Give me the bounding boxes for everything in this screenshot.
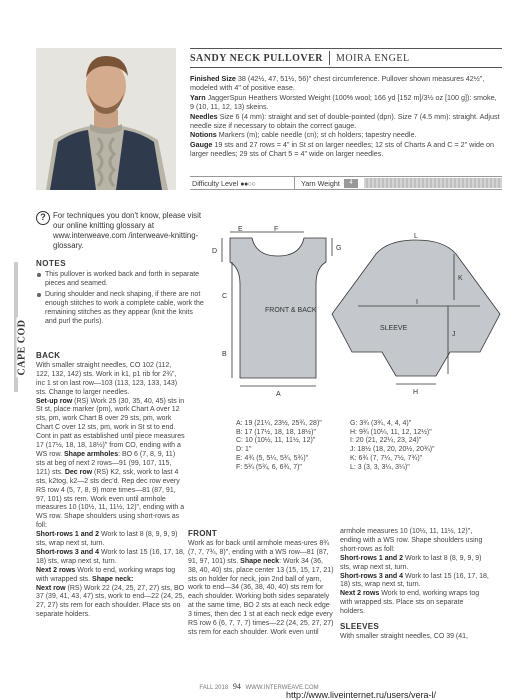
watermark-url[interactable]: http://www.liveinternet.ru/users/vera-l/ (286, 690, 437, 700)
model-photo (36, 48, 176, 190)
front-instructions (188, 528, 334, 638)
sleeve-piece-label: SLEEVE (380, 325, 408, 332)
measurement: B: 17 (17½, 18, 18, 18½)" (236, 428, 316, 436)
front-paragraph-continued: armhole measures 10 (10½, 11, 11½, 12)", ending with a WS row. Shape shoulders using short-rows as foll: Short-rows 1 and 2 Work to last 8 (8, 9, 9, 9) sts, wrap next st, turn. Short-rows 3 and 4 Work to last 15 (16, 17, 18, 18) sts, wrap next st, turn. Next 2 rows Work to end, working wraps tog with wrapped sts. Place sts on separate holders. (340, 528, 489, 616)
back-instructions (36, 350, 186, 620)
issue-label: FALL 2018 (199, 685, 229, 691)
measurement: H: 9¾ (10¼, 11, 12, 12½)" (350, 428, 432, 436)
label-h: H (413, 389, 419, 396)
label-j: J (452, 331, 456, 338)
label-d: D (212, 248, 218, 255)
spec-finished-size: Finished Size 38 (42½, 47, 51½, 56)" chest circumference. Pullover shown measures 42½", modeled with 4" of positive ease. (190, 74, 485, 93)
schematic-lines (222, 232, 500, 386)
measurement: D: 1" (236, 446, 252, 454)
specs-block (190, 74, 502, 159)
body-piece-label: FRONT & BACK (265, 307, 317, 314)
yarn-weight (294, 176, 358, 190)
label-i: I (416, 299, 418, 306)
difficulty-level (190, 179, 294, 188)
measurement: A: 19 (21¼, 23½, 25¾, 28)" (236, 420, 322, 427)
measurement: J: 18½ (18, 20, 20½, 20¾)" (350, 446, 435, 454)
notes-heading: NOTES (36, 259, 67, 268)
sleeves-paragraph: With smaller straight needles, CO 39 (41, (340, 632, 468, 640)
yarn-weight-icon: 4 (344, 179, 358, 188)
techniques-note (36, 211, 206, 251)
measurement: L: 3 (3, 3, 3¼, 3¼)" (350, 463, 410, 471)
spec-gauge: Gauge 19 sts and 27 rows = 4" in St st on larger needles; 12 sts of Charts A and C = 2" wide on larger needles; 29 sts of Chart 5 = 4" wide on larger needles. (190, 139, 494, 159)
pattern-title: SANDY NECK PULLOVER (190, 52, 324, 64)
difficulty-dots: ●●○○ (240, 180, 256, 188)
sleeve-shape (332, 240, 500, 376)
schematic-diagram (208, 226, 504, 411)
pattern-header (190, 48, 502, 159)
label-b: B (222, 351, 227, 358)
model-photo-illustration (36, 48, 176, 190)
label-k: K (458, 275, 463, 282)
section-tab (8, 262, 26, 392)
measurement: K: 6¾ (7, 7¼, 7½, 7¾)" (350, 454, 423, 462)
yarn-swatch-strip (364, 178, 502, 188)
yarn-weight-label: Yarn Weight (301, 178, 340, 188)
label-e: E (238, 226, 243, 233)
back-paragraph: With smaller straight needles, CO 102 (112, 122, 132, 142) sts. Work in k1, p1 rib for 2¾", inc 1 st on last row—103 (113, 123, 133, 143) sts. Change to larger needles. Set-up row (RS) Work 25 (30, 35, 40, 45) sts in St st, place marker (pm), work Chart A over 12 sts, pm, work Chart B over 29 sts, pm, work Chart C over 12 sts, pm, work in St st to end. Cont in patt as established until piece measures 17 (17½, 18, 18, 18½)" from CO, ending with a WS row. Shape armholes: BO 6 (7, 8, 9, 11) sts at beg of next 2 rows—91 (99, 107, 115, 121) sts. Dec row (RS) K2, ssk, work to last 4 sts, k2tog, k2—2 sts dec'd. Rep dec row every RS row 4 (5, 7, 8, 9) more times—81 (87, 91, 97, 101) sts rem. Work even until armhole measures 10 (10½, 11, 11½, 12)", ending with a WS row. Shape shoulders using short-rows as foll: Short-rows 1 and 2 Work to last 8 (8, 9, 9, 9) sts, wrap next st, turn. Short-rows 3 and 4 Work to last 15 (16, 17, 18, 18) sts, wrap next st, turn. Next 2 rows Work to end, working wraps tog with wrapped sts. Shape neck: Next row (RS) Work 22 (24, 25, 27, 27) sts, BO 37 (39, 41, 43, 47) sts, work to end—22 (24, 25, 27, 27) sts rem for each shoulder. Place sts on separate holders. (36, 361, 185, 619)
back-heading: BACK (36, 351, 61, 360)
front-continued (340, 528, 490, 642)
measurements-right (350, 420, 435, 472)
label-c: C (222, 293, 228, 300)
spec-notions: Notions Markers (m); cable needle (cn); st ch holders; tapestry needle. (190, 130, 417, 140)
spec-needles: Needles Size 6 (4 mm): straight and set of double-pointed (dpn). Size 7 (4.5 mm): straight. Adjust needle size if necessary to obtain the correct gauge. (190, 111, 500, 131)
label-f: F (274, 226, 279, 233)
notes-item: During shoulder and neck shaping, if there are not enough stitches to work a complete cable, work the remaining stitches as they appear (knit the knits and purl the purls). (36, 290, 204, 326)
measurements-left (236, 420, 322, 472)
title-divider (329, 51, 330, 65)
difficulty-label: Difficulty Level (192, 178, 239, 188)
question-icon: ? (36, 211, 50, 225)
title-bar (190, 48, 502, 68)
page-number: 94 (232, 682, 241, 691)
notes-list (36, 270, 204, 328)
section-tab-label: CAPE COD (16, 319, 28, 376)
sleeves-heading: SLEEVES (340, 622, 380, 632)
techniques-text: For techniques you don't know, please visit our online knitting glossary at www.interweave.com /interweave-knitting-glossary. (53, 211, 201, 250)
footer-website: WWW.INTERWEAVE.COM (245, 685, 319, 691)
label-l: L (414, 233, 418, 240)
measurement: G: 3¾ (3¾, 4, 4, 4)" (350, 420, 412, 427)
notes-item: This pullover is worked back and forth in separate pieces and seamed. (36, 270, 204, 288)
label-a: A (276, 391, 281, 398)
measurement: I: 20 (21, 22¼, 23, 24)" (350, 437, 422, 445)
front-heading: FRONT (188, 529, 218, 538)
measurement: F: 5¾ (5¾, 6, 6¾, 7)" (236, 463, 302, 471)
measurement: E: 4¾ (5, 5¼, 5¾, 5¾)" (236, 454, 309, 462)
spec-yarn: Yarn JaggerSpun Heathers Worsted Weight (100% wool; 166 yd [152 m]/3½ oz [100 g]): smoke, 9 (10, 11, 12, 13) skeins. (190, 92, 497, 112)
label-g: G (336, 245, 342, 252)
measurement: C: 10 (10½, 11, 11½, 12)" (236, 437, 316, 445)
front-paragraph: Work as for back until armhole meas-ures 8¾ (7, 7, 7¾, 8)", ending with a WS row—81 (87, 91, 97, 101) sts. Shape neck: Work 34 (36, 38, 40, 40) sts, place center 13 (15, 15, 17, 21) sts on holder for neck, join 2nd ball of yarn, work to end—34 (36, 38, 40, 40) sts rem for each shoulder. Working both sides separately at the same time, BO 2 sts at each neck edge 3 times, then dec 1 st at each neck edge every RS row 6 (6, 7, 7, 7) times—22 (24, 25, 27, 27) sts rem for each shoulder. Work even until (188, 539, 334, 636)
designer-name: MOIRA ENGEL (336, 52, 410, 64)
page-footer (0, 682, 518, 691)
difficulty-row (190, 176, 502, 190)
